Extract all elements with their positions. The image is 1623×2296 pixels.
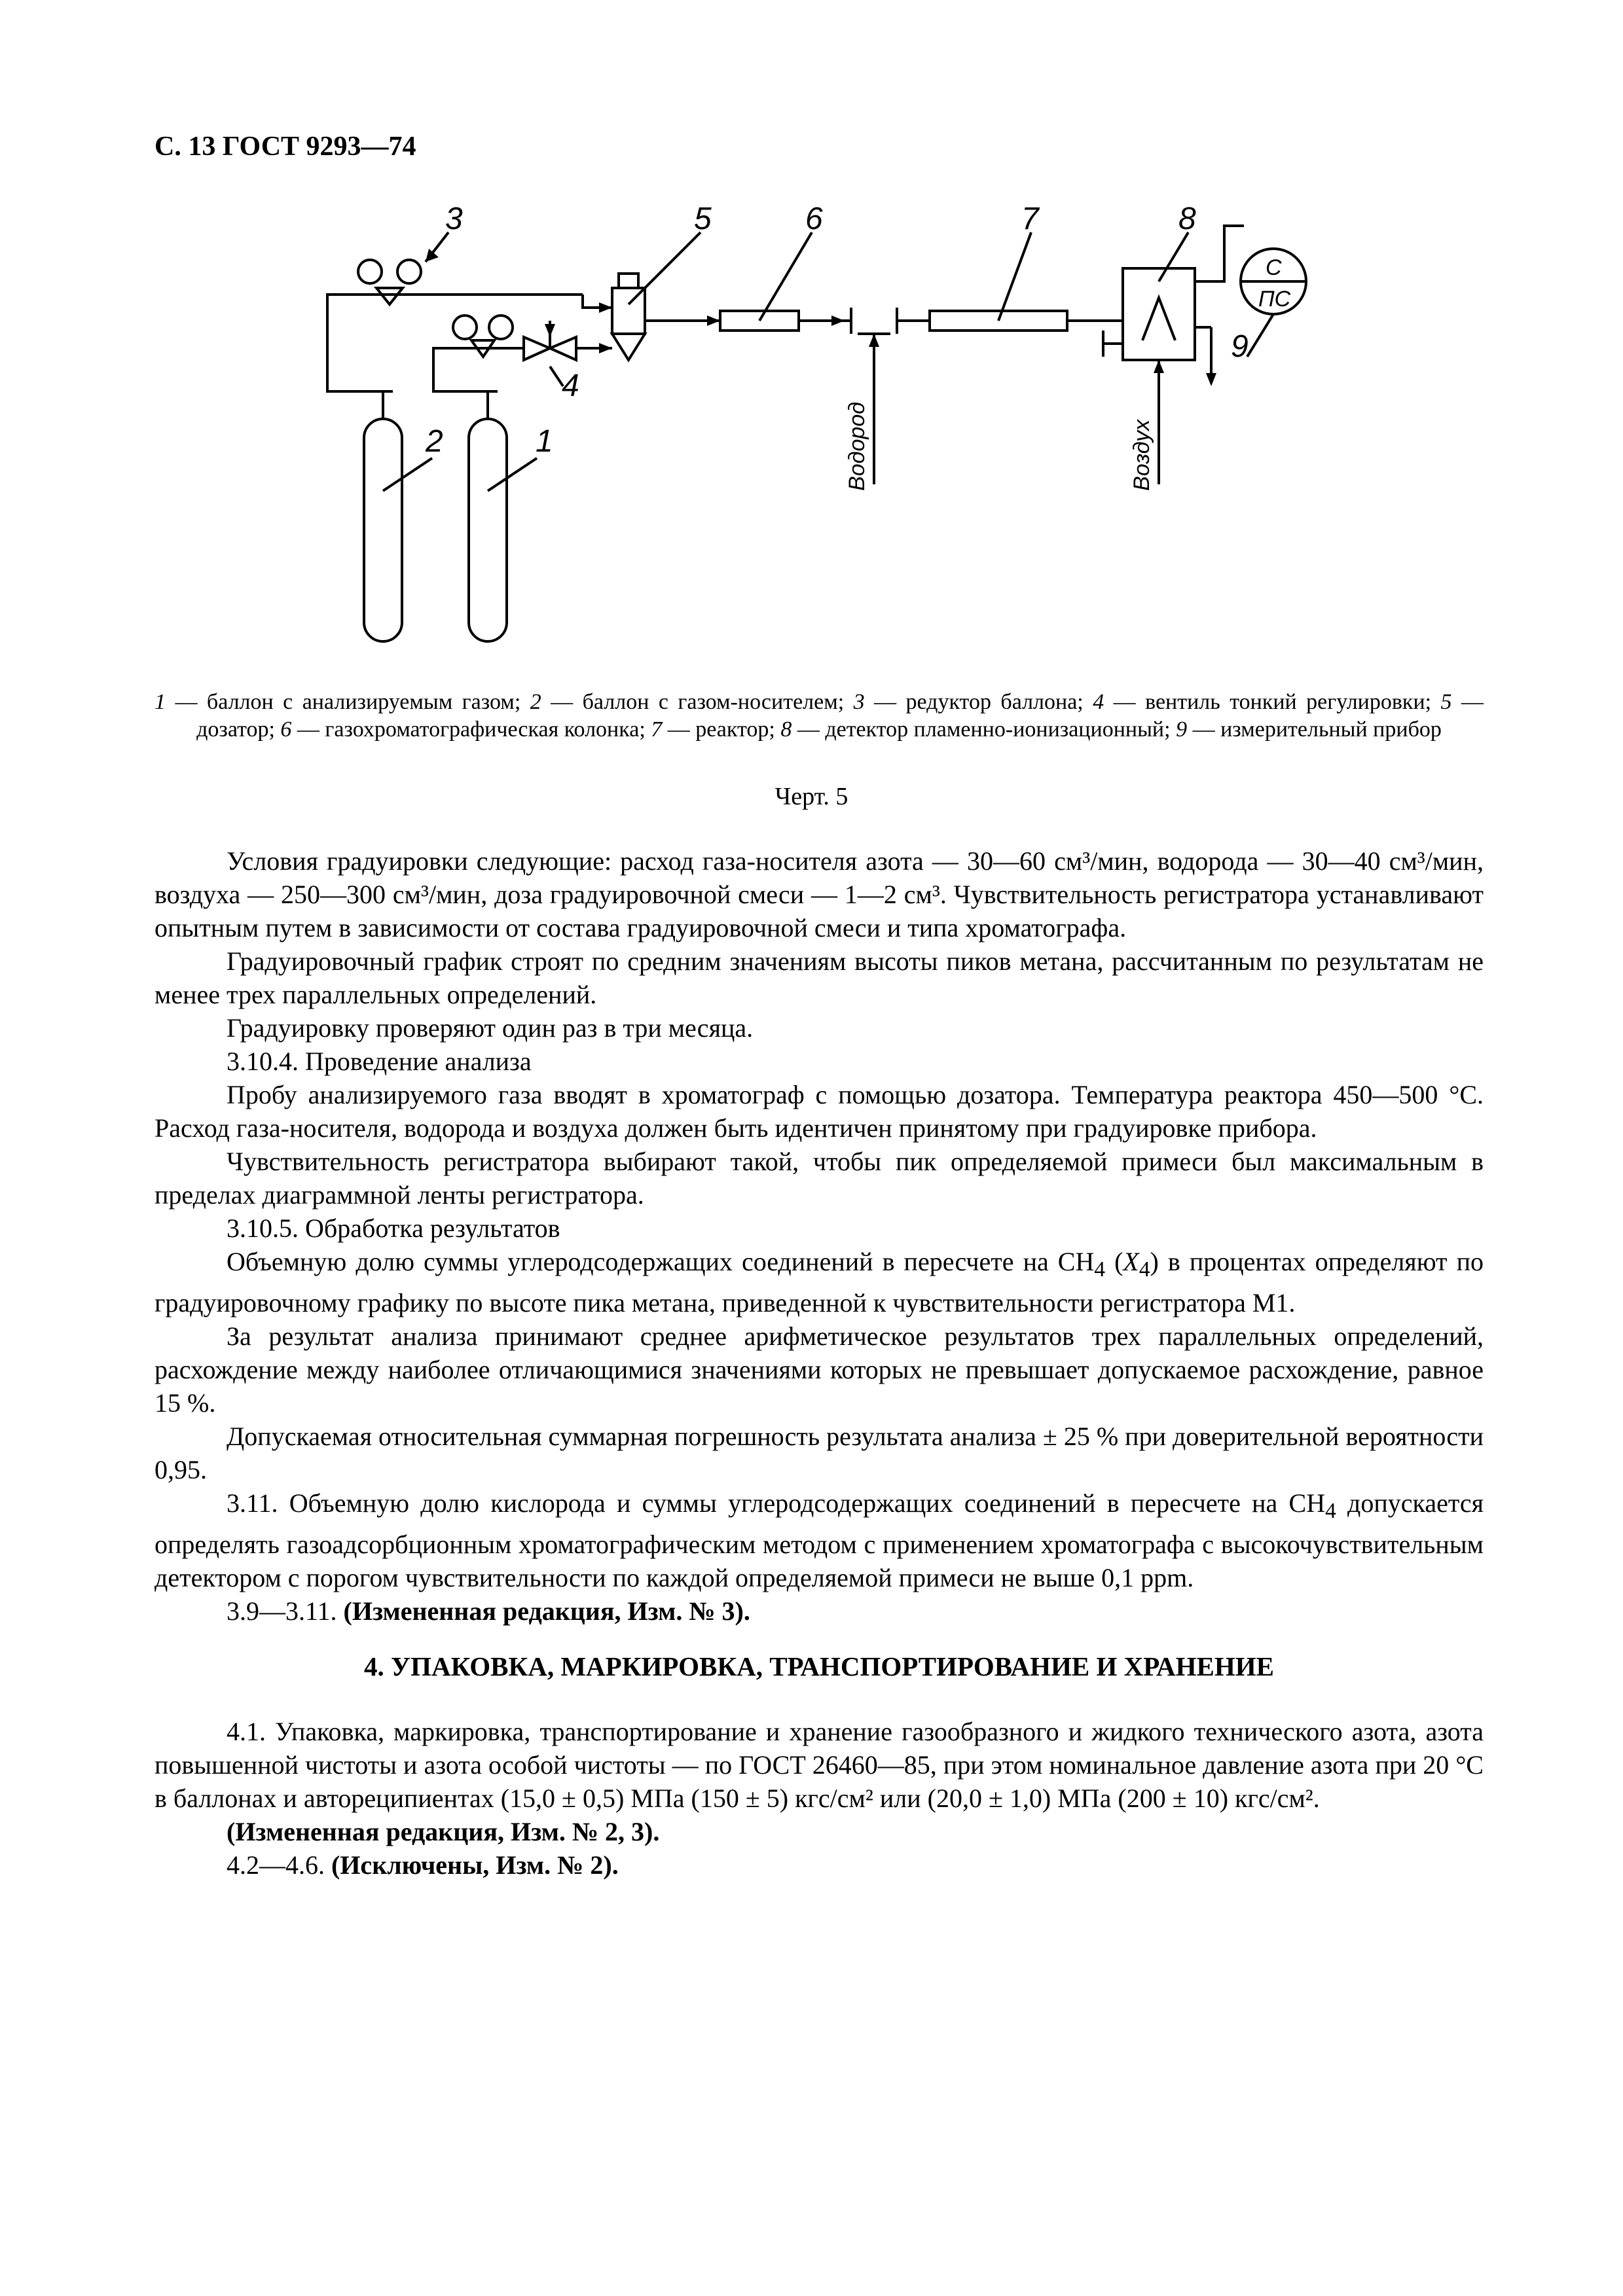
reducer-3-gauge-left xyxy=(358,260,382,283)
legend-num: 3 xyxy=(853,690,865,714)
label-air: Воздух xyxy=(1129,419,1154,491)
amendment-note: (Исключены, Изм. № 2). xyxy=(331,1850,619,1880)
meter-label-top: С xyxy=(1266,255,1282,280)
dosing-unit-5 xyxy=(612,288,645,334)
legend-num: 7 xyxy=(651,717,663,742)
legend-text: — редуктор баллона; xyxy=(864,690,1093,714)
paragraph xyxy=(155,1245,1484,1319)
figure-legend xyxy=(155,689,1484,744)
cylinder-1 xyxy=(469,419,507,641)
text-run: 3.9—3.11. xyxy=(227,1596,344,1626)
paragraph: Градуировочный график строят по средним значениям высоты пиков метана, рассчитанным по результатам не менее трех параллельных определений. xyxy=(155,946,1484,1009)
legend-text: — детектор пламенно-ионизационный; xyxy=(792,717,1176,742)
legend-text: — измерительный прибор xyxy=(1187,717,1442,742)
section-heading: 4. УПАКОВКА, МАРКИРОВКА, ТРАНСПОРТИРОВАНИЕ И ХРАНЕНИЕ xyxy=(363,1651,1275,1681)
paragraph: Чувствительность регистратора выбирают такой, чтобы пик определяемой примеси был максимальным в пределах диаграммной ленты регистратора. xyxy=(155,1147,1484,1210)
variable: X xyxy=(1123,1247,1139,1276)
subsection-heading: 3.10.4. Проведение анализа xyxy=(227,1047,532,1076)
label-5: 5 xyxy=(694,202,712,236)
subscript: 4 xyxy=(1139,1257,1150,1282)
subsection-heading: 3.10.5. Обработка результатов xyxy=(227,1213,560,1243)
detector-8 xyxy=(1123,268,1195,360)
legend-text: — дозатор; xyxy=(196,690,1484,742)
label-1: 1 xyxy=(536,424,553,459)
legend-text: — баллон с анализируемым газом; xyxy=(166,690,530,714)
paragraph: Допускаемая относительная суммарная погрешность результата анализа ± 25 % при доверительной вероятности 0,95. xyxy=(155,1422,1484,1484)
text-run: Объемную долю суммы углеродсодержащих соединений в пересчете на CH xyxy=(227,1247,1095,1276)
valve-4 xyxy=(524,337,550,360)
reducer-3-gauge-right xyxy=(397,260,421,283)
text-run: ( xyxy=(1105,1247,1123,1276)
paragraph: Пробу анализируемого газа вводят в хроматограф с помощью дозатора. Температура реактора 450—500 °С. Расход газа-носителя, водорода и воздуха должен быть идентичен принятому при градуировке прибора. xyxy=(155,1080,1484,1143)
label-3: 3 xyxy=(445,202,463,236)
subscript: 4 xyxy=(1094,1257,1106,1282)
label-hydrogen: Водород xyxy=(845,402,869,491)
page-header: С. 13 ГОСТ 9293—74 xyxy=(155,132,416,162)
paragraph: Условия градуировки следующие: расход газа-носителя азота — 30—60 см³/мин, водорода — 30—40 см³/мин, воздуха — 250—300 см³/мин, доза градуировочной смеси — 1—2 см³. Чувствительность регистратора устанавливают опытным путем в зависимости от состава градуировочной смеси и типа хроматографа. xyxy=(155,846,1484,942)
cylinder-2 xyxy=(364,419,402,641)
subscript: 4 xyxy=(1325,1499,1336,1523)
paragraph xyxy=(155,1848,1484,1882)
figure-caption: Черт. 5 xyxy=(775,783,848,810)
legend-num: 9 xyxy=(1176,717,1188,742)
label-8: 8 xyxy=(1178,202,1196,236)
apparatus-diagram xyxy=(0,0,1623,681)
paragraph xyxy=(155,1594,1484,1628)
legend-num: 8 xyxy=(780,717,792,742)
label-9: 9 xyxy=(1231,329,1249,364)
text-run: допускается определять газоадсорбционным хроматографическим методом с применением хроматографа с высокочувствительным детектором с порогом чувствительности по каждой определяемой примеси не выше 0,1 ppm. xyxy=(155,1488,1484,1592)
meter-label-bottom: ПС xyxy=(1258,287,1291,312)
text-run: 3.11. Объемную долю кислорода и суммы углеродсодержащих соединений в пересчете на CH xyxy=(227,1488,1326,1518)
legend-num: 6 xyxy=(280,717,292,742)
label-6: 6 xyxy=(805,202,823,236)
legend-text: — реактор; xyxy=(662,717,781,742)
paragraph: Градуировку проверяют один раз в три месяца. xyxy=(227,1013,754,1043)
legend-num: 4 xyxy=(1093,690,1104,714)
legend-num: 5 xyxy=(1440,690,1452,714)
paragraph: За результат анализа принимают среднее арифметическое результатов трех параллельных определений, расхождение между наиболее отличающимися значениями которых не превышает допускаемое расхождение, равное 15 %. xyxy=(155,1321,1484,1418)
legend-num: 1 xyxy=(155,690,166,714)
legend-text: — вентиль тонкий регулировки; xyxy=(1104,690,1441,714)
legend-num: 2 xyxy=(530,690,541,714)
paragraph xyxy=(155,1486,1484,1594)
legend-text: — газохроматографическая колонка; xyxy=(291,717,651,742)
label-7: 7 xyxy=(1021,202,1039,236)
label-2: 2 xyxy=(426,424,443,459)
text-run: 4.2—4.6. xyxy=(227,1850,331,1880)
paragraph: 4.1. Упаковка, маркировка, транспортирование и хранение газообразного и жидкого технического азота, азота повышенной чистоты и азота особой чистоты — по ГОСТ 26460—85, при этом номинальное давление азота при 20 °С в баллонах и автореципиентах (15,0 ± 0,5) МПа (150 ± 5) кгс/см² или (20,0 ± 1,0) МПа (200 ± 10) кгс/см². xyxy=(155,1717,1484,1813)
legend-text: — баллон с газом-носителем; xyxy=(541,690,854,714)
label-4: 4 xyxy=(562,368,579,403)
amendment-note: (Измененная редакция, Изм. № 3). xyxy=(343,1596,750,1626)
document-body xyxy=(155,844,1484,1882)
text-run: ) в процентах определяют по градуировочному графику по высоте пика метана, приведенной к чувствительности регистратора М1. xyxy=(155,1247,1484,1318)
amendment-note: (Измененная редакция, Изм. № 2, 3). xyxy=(227,1817,660,1846)
